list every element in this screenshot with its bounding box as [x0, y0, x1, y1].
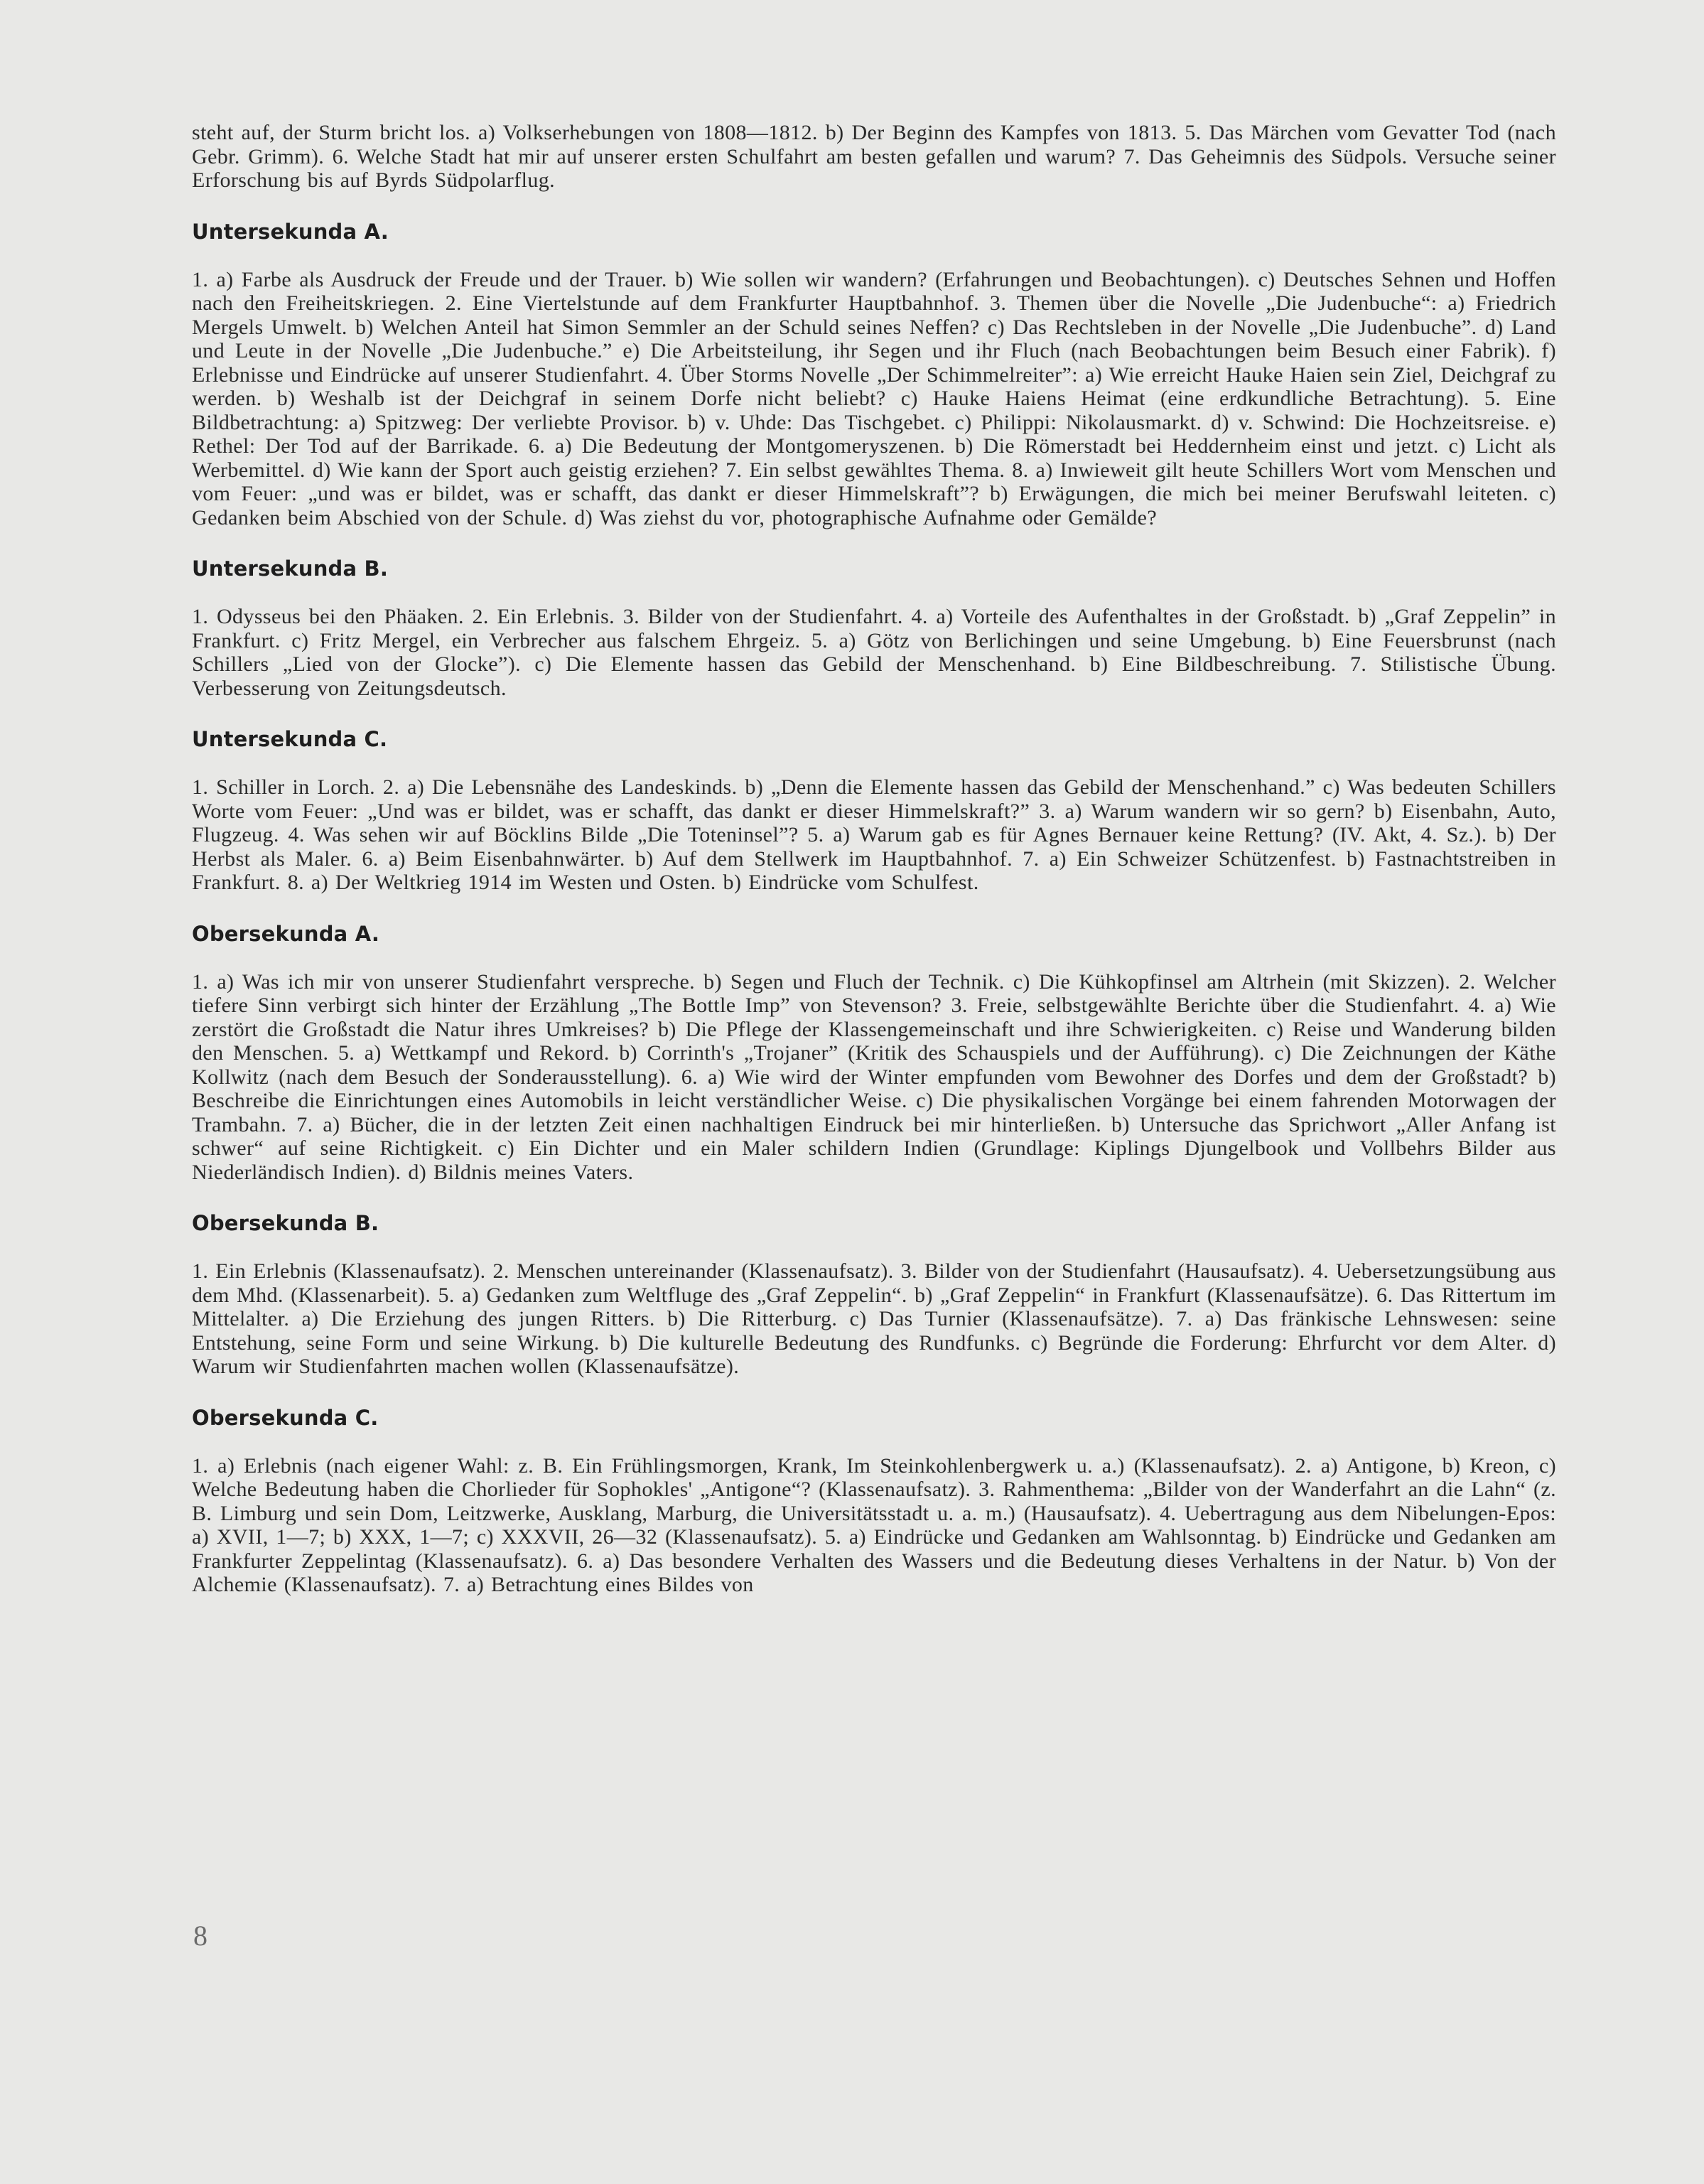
section-paragraph: 1. a) Erlebnis (nach eigener Wahl: z. B. Ein Frühlingsmorgen, Krank, Im Steinkohlenbergwerk u. a.) (Klassenaufsatz). 2. a) Antigone, b) Kreon, c) Welche Bedeutung haben die Chorlieder für Sophokles' „Antigone“? (Klassenaufsatz). 3. Rahmenthema: „Bilder von der Wanderfahrt an die Lahn“ (z. B. Limburg und sein Dom, Leitzwerke, Ausklang, Marburg, die Universitätsstadt u. a. m.) (Hausaufsatz). 4. Uebertragung aus dem Nibelungen-Epos: a) XVII, 1—7; b) XXX, 1—7; c) XXXVII, 26—32 (Klassenaufsatz). 5. a) Eindrücke und Gedanken am Wahlsonntag. b) Eindrücke und Gedanken am Frankfurter Zeppelintag (Klassenaufsatz). 6. a) Das besondere Verhalten des Wassers und die Bedeutung dieses Verhaltens in der Natur. b) Von der Alchemie (Klassenaufsatz). 7. a) Betrachtung eines Bildes von	[192, 1453, 1556, 1596]
section-paragraph: 1. a) Farbe als Ausdruck der Freude und der Trauer. b) Wie sollen wir wandern? (Erfahrungen und Beobachtungen). c) Deutsches Sehnen und Hoffen nach den Freiheitskriegen. 2. Eine Viertelstunde auf dem Frankfurter Hauptbahnhof. 3. Themen über die Novelle „Die Judenbuche“: a) Friedrich Mergels Umwelt. b) Welchen Anteil hat Simon Semmler an der Schuld seines Neffen? c) Das Rechtsleben in der Novelle „Die Judenbuche”. d) Land und Leute in der Novelle „Die Judenbuche.” e) Die Arbeitsteilung, ihr Segen und ihr Fluch (nach Beobachtungen beim Besuch einer Fabrik). f) Erlebnisse und Eindrücke auf unserer Studienfahrt. 4. Über Storms Novelle „Der Schimmelreiter”: a) Wie erreicht Hauke Haien sein Ziel, Deichgraf zu werden. b) Weshalb ist der Deichgraf in seinem Dorfe nicht beliebt? c) Hauke Haiens Heimat (eine erdkundliche Betrachtung). 5. Eine Bildbetrachtung: a) Spitzweg: Der verliebte Provisor. b) v. Uhde: Das Tischgebet. c) Philippi: Nikolausmarkt. d) v. Schwind: Die Hochzeitsreise. e) Rethel: Der Tod auf der Barrikade. 6. a) Die Bedeutung der Montgomeryszenen. b) Die Römerstadt bei Heddernheim einst und jetzt. c) Licht als Werbemittel. d) Wie kann der Sport auch geistig erziehen? 7. Ein selbst gewähltes Thema. 8. a) Inwieweit gilt heute Schillers Wort vom Menschen und vom Feuer: „und was er bildet, was er schafft, das dankt er dieser Himmelskraft”? b) Erwägungen, die mich bei meiner Berufswahl leiteten. c) Gedanken beim Abschied von der Schule. d) Was ziehst du vor, photographische Aufnahme oder Gemälde?	[192, 267, 1556, 529]
section-obersekunda-b	[192, 1211, 1556, 1379]
section-heading: Obersekunda B.	[192, 1211, 379, 1235]
section-paragraph: 1. a) Was ich mir von unserer Studienfahrt verspreche. b) Segen und Fluch der Technik. c) Die Kühkopfinsel am Altrhein (mit Skizzen). 2. Welcher tiefere Sinn verbirgt sich hinter der Erzählung „The Bottle Imp” von Stevenson? 3. Freie, selbstgewählte Berichte über die Studienfahrt. 4. a) Wie zerstört die Großstadt die Natur ihres Umkreises? b) Die Pflege der Klassengemeinschaft und ihre Schwierigkeiten. c) Reise und Wanderung bilden den Menschen. 5. a) Wettkampf und Rekord. b) Corrinth's „Trojaner” (Kritik des Schauspiels und der Aufführung). c) Die Zeichnungen der Käthe Kollwitz (nach dem Besuch der Sonderausstellung). 6. a) Wie wird der Winter empfunden vom Bewohner des Dorfes und dem der Großstadt? b) Beschreibe die Einrichtungen eines Automobils in leicht verständlicher Weise. c) Die physikalischen Vorgänge bei einem fahrenden Motorwagen der Trambahn. 7. a) Bücher, die in der letzten Zeit einen nachhaltigen Eindruck bei mir hinterließen. b) Untersuche das Sprichwort „Aller Anfang ist schwer“ auf seine Richtigkeit. c) Ein Dichter und ein Maler schildern Indien (Grundlage: Kiplings Djungelbook und Vollbehrs Bilder aus Niederländisch Indien). d) Bildnis meines Vaters.	[192, 969, 1556, 1184]
page-number: 8	[193, 1920, 207, 1952]
section-paragraph: 1. Ein Erlebnis (Klassenaufsatz). 2. Menschen untereinander (Klassenaufsatz). 3. Bilder von der Studienfahrt (Hausaufsatz). 4. Uebersetzungsübung aus dem Mhd. (Klassenarbeit). 5. a) Gedanken zum Weltfluge des „Graf Zeppelin“. b) „Graf Zeppelin“ in Frankfurt (Klassenaufsätze). 6. Das Rittertum im Mittelalter. a) Die Erziehung des jungen Ritters. b) Die Ritterburg. c) Das Turnier (Klassenaufsätze). 7. a) Das fränkische Lehnswesen: seine Entstehung, seine Form und seine Wirkung. b) Die kulturelle Bedeutung des Rundfunks. c) Begründe die Forderung: Ehrfurcht vor dem Alter. d) Warum wir Studienfahrten machen wollen (Klassenaufsätze).	[192, 1259, 1556, 1378]
section-heading: Untersekunda B.	[192, 556, 389, 581]
section-untersekunda-b	[192, 556, 1556, 700]
section-untersekunda-c	[192, 727, 1556, 895]
section-paragraph: 1. Schiller in Lorch. 2. a) Die Lebensnähe des Landeskinds. b) „Denn die Elemente hassen das Gebild der Menschenhand.” c) Was bedeuten Schillers Worte vom Feuer: „Und was er bildet, was er schafft, das dankt er dieser Himmelskraft?” 3. a) Warum wandern wir so gern? b) Eisenbahn, Auto, Flugzeug. 4. Was sehen wir auf Böcklins Bilde „Die Toteninsel”? 5. a) Warum gab es für Agnes Bernauer keine Rettung? (IV. Akt, 4. Sz.). b) Der Herbst als Maler. 6. a) Beim Eisenbahnwärter. b) Auf dem Stellwerk im Hauptbahnhof. 7. a) Ein Schweizer Schützenfest. b) Fastnachtstreiben in Frankfurt. 8. a) Der Weltkrieg 1914 im Westen und Osten. b) Eindrücke vom Schulfest.	[192, 775, 1556, 894]
section-heading: Obersekunda A.	[192, 921, 380, 946]
section-heading: Untersekunda A.	[192, 219, 389, 244]
section-paragraph: 1. Odysseus bei den Phäaken. 2. Ein Erlebnis. 3. Bilder von der Studienfahrt. 4. a) Vorteile des Aufenthaltes in der Großstadt. b) „Graf Zeppelin” in Frankfurt. c) Fritz Mergel, ein Verbrecher aus falschem Ehrgeiz. 5. a) Götz von Berlichingen und seine Umgebung. b) Eine Feuersbrunst (nach Schillers „Lied von der Glocke”). c) Die Elemente hassen das Gebild der Menschenhand. b) Eine Bildbeschreibung. 7. Stilistische Übung. Verbesserung von Zeitungsdeutsch.	[192, 605, 1556, 700]
section-heading: Obersekunda C.	[192, 1405, 379, 1430]
section-untersekunda-a	[192, 220, 1556, 530]
section-heading: Untersekunda C.	[192, 727, 388, 751]
section-obersekunda-c	[192, 1406, 1556, 1597]
intro-paragraph: steht auf, der Sturm bricht los. a) Volkserhebungen von 1808—1812. b) Der Beginn des Kampfes von 1813. 5. Das Märchen vom Gevatter Tod (nach Gebr. Grimm). 6. Welche Stadt hat mir auf unserer ersten Schulfahrt am besten gefallen und warum? 7. Das Geheimnis des Südpols. Versuche seiner Erforschung bis auf Byrds Südpolarflug.	[192, 121, 1556, 192]
document-page	[192, 121, 1556, 1597]
section-obersekunda-a	[192, 922, 1556, 1185]
